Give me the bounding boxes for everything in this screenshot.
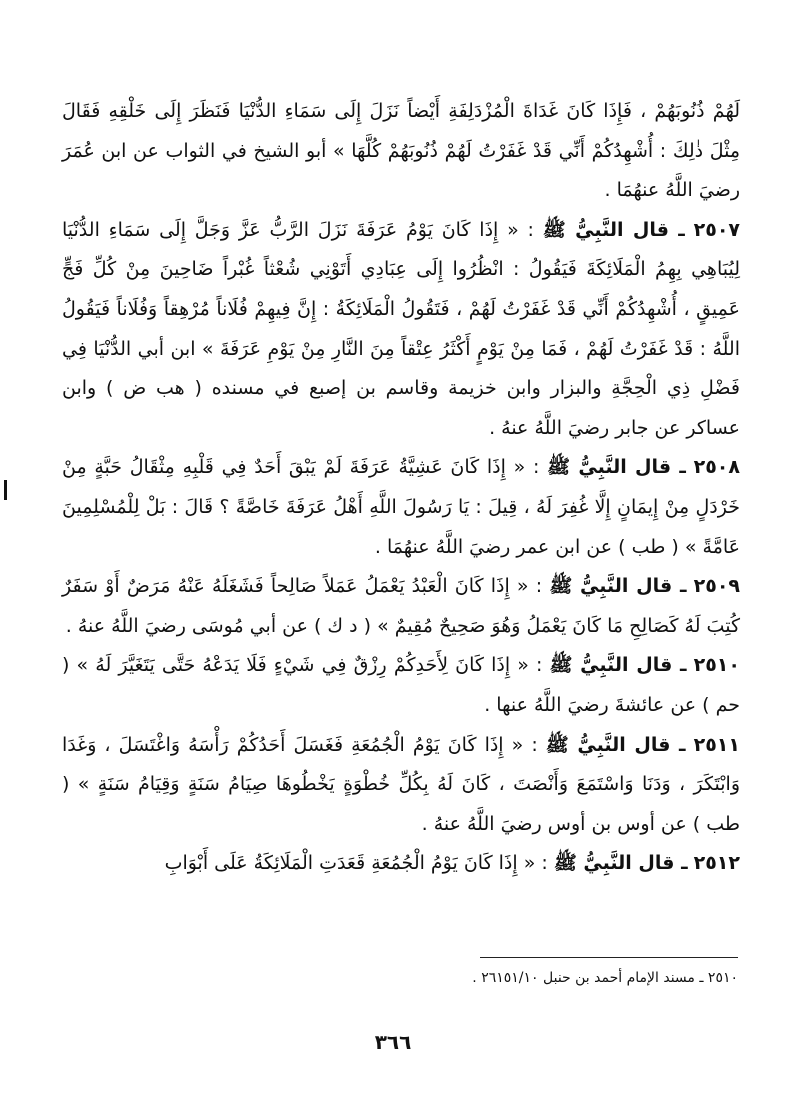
hadith-label: ـ قال النَّبِيُّ ﷺ — [545, 733, 686, 756]
footnote: ٢٥١٠ ـ مسند الإمام أحمد بن حنبل ٢٦١٥١/١٠ . — [472, 970, 738, 986]
hadith-2509 — [62, 567, 740, 646]
hadith-2512 — [62, 844, 740, 884]
hadith-label: ـ قال النَّبِيُّ ﷺ — [549, 575, 687, 598]
hadith-number: ٢٥٠٩ — [693, 575, 741, 598]
hadith-number: ٢٥١٠ — [693, 654, 740, 677]
intro-text: لَهُمْ ذُنُوبَهُمْ ، فَإِذَا كَانَ غَدَاةَ الْمُزْدَلِفَةِ أَيْضاً نَزَلَ إِلَى سَمَاءِ الدُّنْيَا فَنَظَرَ إِلَى خَلْقِهِ فَقَالَ مِثْلَ ذٰلِكَ : أُشْهِدُكُمْ أَنِّي قَدْ غَفَرْتُ لَهُمْ ذُنُوبَهُمْ كُلَّهَا » أبو الشيخ في الثواب عن ابن عُمَرَ رضيَ اللَّهُ عنهُمَا . — [62, 100, 740, 202]
hadith-label: ـ قال النَّبِيُّ ﷺ — [553, 852, 688, 875]
hadith-text: : « إِذَا كَانَ يَوْمُ الْجُمُعَةِ قَعَدَتِ الْمَلَائِكَةُ عَلَى أَبْوَابِ — [164, 852, 548, 875]
hadith-text: : « إِذَا كَانَ عَشِيَّةُ عَرَفَةَ لَمْ يَبْقَ أَحَدٌ فِي قَلْبِهِ مِثْقَالُ حَبَّةٍ مِنْ خَرْدَلٍ مِنْ إِيمَانٍ إِلَّا غُفِرَ لَهُ ، قِيلَ : يَا رَسُولَ اللَّهِ أَهْلُ عَرَفَةَ خَاصَّةً ؟ قَالَ : بَلْ لِلْمُسْلِمِينَ عَامَّةً » ( طب ) عن ابن عمر رضيَ اللَّهُ عنهُمَا . — [62, 456, 740, 558]
hadith-text: : « إِذَا كَانَ الْعَبْدُ يَعْمَلُ عَمَلاً صَالِحاً فَشَغَلَهُ عَنْهُ مَرَضٌ أَوْ سَفَرٌ كُتِبَ لَهُ كَصَالِحِ مَا كَانَ يَعْمَلُ وَهُوَ صَحِيحٌ مُقِيمٌ » ( د ك ) عن أبي مُوسَى رضيَ اللَّهُ عنهُ . — [62, 575, 740, 637]
page-number: ٣٦٦ — [374, 1030, 412, 1054]
hadith-label: ـ قال النَّبِيُّ ﷺ — [549, 654, 687, 677]
footnote-divider — [480, 957, 738, 958]
intro-paragraph — [62, 92, 740, 211]
hadith-number: ٢٥٠٨ — [693, 456, 740, 479]
hadith-2510 — [62, 646, 740, 725]
hadith-label: ـ قال النَّبِيُّ ﷺ — [547, 456, 686, 479]
hadith-text: : « إِذَا كَانَ يَوْمُ عَرَفَةَ نَزَلَ الرَّبُّ عَزَّ وَجَلَّ إِلَى سَمَاءِ الدُّنْيَا لِيُبَاهِي بِهِمُ الْمَلَائِكَةَ فَيَقُولُ : انْظُرُوا إِلَى عِبَادِي أَتَوْنِي شُعْثاً غُبْراً ضَاحِينَ مِنْ كُلِّ فَجٍّ عَمِيقٍ ، أُشْهِدُكُمْ أَنِّي قَدْ غَفَرْتُ لَهُمْ ، فَتَقُولُ الْمَلَائِكَةُ : إِنَّ فِيهِمْ فُلَاناً مُرْهِقاً وَفُلَاناً فَيَقُولُ اللَّهُ : قَدْ غَفَرْتُ لَهُمْ ، فَمَا مِنْ يَوْمٍ أَكْثَرُ عِتْقاً مِنَ النَّارِ مِنْ يَوْمِ عَرَفَةَ » ابن أبي الدُّنْيَا فِي فَضْلِ ذِي الْحِجَّةِ والبزار وابن خزيمة وقاسم بن إصبع في مسنده ( هب ض ) وابن عساكر عن جابر رضيَ اللَّهُ عنهُ . — [62, 218, 740, 439]
hadith-number: ٢٥١١ — [693, 733, 740, 756]
hadith-label: ـ قال النَّبِيُّ ﷺ — [542, 218, 685, 241]
hadith-2508 — [62, 448, 740, 567]
hadith-2507 — [62, 211, 740, 449]
hadith-number: ٢٥٠٧ — [693, 218, 741, 241]
margin-mark — [4, 480, 7, 500]
hadith-text: : « إِذَا كَانَ يَوْمُ الْجُمُعَةِ فَغَسَلَ أَحَدُكُمْ رَأْسَهُ وَاغْتَسَلَ ، وَغَدَا وَابْتَكَرَ ، وَدَنَا وَاسْتَمَعَ وَأَنْصَتَ ، كَانَ لَهُ بِكُلِّ خُطْوَةٍ يَخْطُوهَا صِيَامُ سَنَةٍ وَقِيَامُ سَنَةٍ » ( طب ) عن أوس بن أوس رضيَ اللَّهُ عنهُ . — [62, 733, 740, 835]
main-text — [62, 92, 740, 884]
hadith-text: : « إِذَا كَانَ لِأَحَدِكُمْ رِزْقٌ فِي شَيْءٍ فَلَا يَدَعْهُ حَتَّى يَتَغَيَّرَ لَهُ » ( حم ) عن عائشةَ رضيَ اللَّهُ عنها . — [62, 654, 740, 716]
hadith-number: ٢٥١٢ — [693, 852, 740, 875]
hadith-2511 — [62, 726, 740, 845]
